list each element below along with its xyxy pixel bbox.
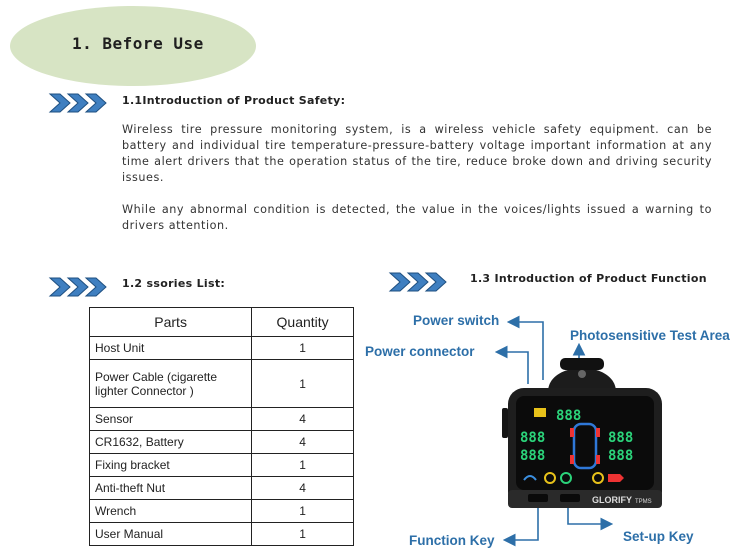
safety-paragraph-1: Wireless tire pressure monitoring system, is a wireless vehicle safety equipment. can be battery and individual tire temperature-pressure-battery voltage important information at any time alert drivers that the operation status of the tire, reduce broke down and driving security issues. (122, 123, 712, 184)
safety-paragraph-2: While any abnormal condition is detected, the value in the voices/lights issued a warning to drivers attention. (122, 203, 712, 232)
part-cell: Host Unit (90, 337, 252, 360)
part-cell: Wrench (90, 500, 252, 523)
function-key-label: Function Key (409, 533, 495, 548)
power-connector-label: Power connector (365, 344, 475, 359)
function-heading: 1.3 Introduction of Product Function (470, 272, 707, 285)
part-cell: Sensor (90, 408, 252, 431)
chevron-arrows-icon (48, 276, 110, 298)
part-cell: Power Cable (cigarette lighter Connector ) (90, 360, 252, 408)
chevron-arrows-icon (388, 271, 450, 293)
quantity-cell: 1 (252, 360, 354, 408)
front-left-readout: 888 (520, 430, 546, 446)
table-row (90, 454, 354, 477)
tpms-device-illustration (370, 300, 740, 554)
rear-right-readout: 888 (608, 448, 634, 464)
table-row (90, 337, 354, 360)
mount-knob (548, 358, 616, 392)
part-cell: Anti-theft Nut (90, 477, 252, 500)
table-header-row (90, 308, 354, 337)
setup-key-button[interactable] (560, 494, 580, 502)
part-cell: User Manual (90, 523, 252, 546)
rear-left-readout: 888 (520, 448, 546, 464)
column-header-quantity: Quantity (252, 308, 354, 337)
safety-heading: 1.1Introduction of Product Safety: (122, 94, 346, 107)
model-text: TPMS (635, 499, 652, 505)
quantity-cell: 4 (252, 408, 354, 431)
top-readout: 888 (556, 408, 582, 424)
table-row (90, 523, 354, 546)
part-cell: Fixing bracket (90, 454, 252, 477)
power-connector-port (502, 408, 508, 438)
table-row (90, 477, 354, 500)
accessories-table (89, 307, 354, 546)
table-row (90, 360, 354, 408)
battery-icon (534, 408, 546, 417)
chevron-arrows-icon (48, 92, 110, 114)
table-row (90, 431, 354, 454)
quantity-cell: 4 (252, 431, 354, 454)
quantity-cell: 4 (252, 477, 354, 500)
part-cell: CR1632, Battery (90, 431, 252, 454)
photosensitive-label: Photosensitive Test Area (570, 328, 730, 343)
function-key-button[interactable] (528, 494, 548, 502)
section-title: 1. Before Use (72, 34, 204, 53)
quantity-cell: 1 (252, 500, 354, 523)
power-switch-label: Power switch (413, 313, 500, 328)
quantity-cell: 1 (252, 523, 354, 546)
front-right-readout: 888 (608, 430, 634, 446)
accessories-heading: 1.2 ssories List: (122, 277, 226, 290)
column-header-parts: Parts (90, 308, 252, 337)
setup-key-label: Set-up Key (623, 529, 694, 544)
table-row (90, 500, 354, 523)
brand-logo: GLORIFY (592, 495, 632, 505)
quantity-cell: 1 (252, 337, 354, 360)
quantity-cell: 1 (252, 454, 354, 477)
table-row (90, 408, 354, 431)
